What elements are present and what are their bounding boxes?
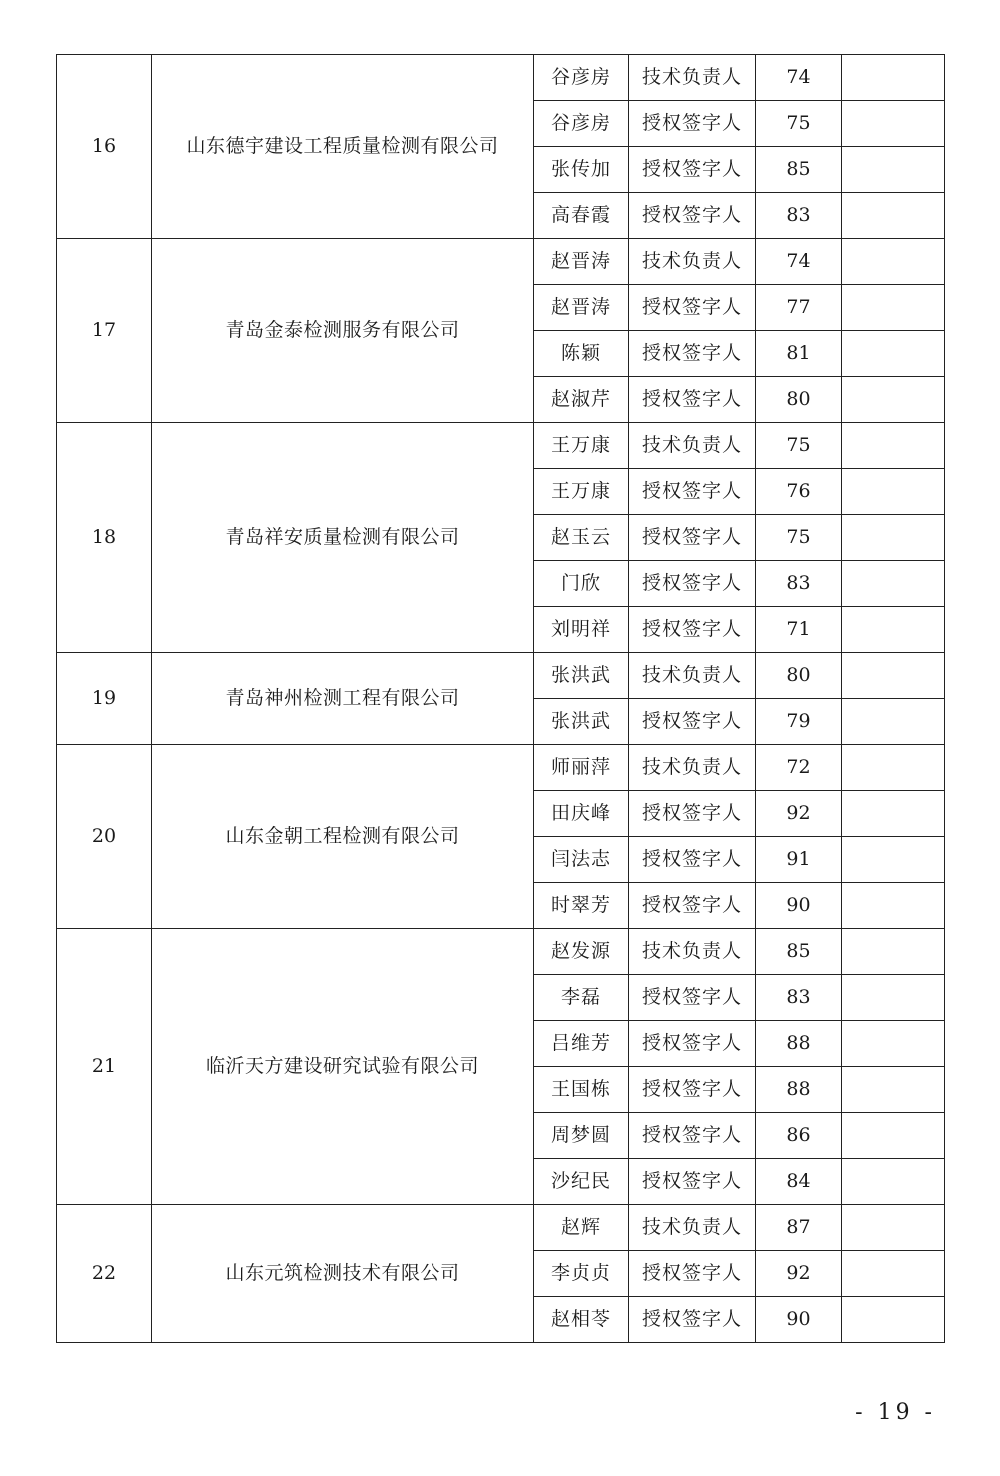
role-cell: 授权签字人 [629, 515, 756, 561]
role-cell: 技术负责人 [629, 745, 756, 791]
score-cell: 79 [756, 699, 842, 745]
note-cell [842, 469, 945, 515]
company-name-cell: 临沂天方建设研究试验有限公司 [152, 929, 534, 1205]
note-cell [842, 193, 945, 239]
note-cell [842, 1113, 945, 1159]
note-cell [842, 1021, 945, 1067]
role-cell: 技术负责人 [629, 239, 756, 285]
person-name-cell: 吕维芳 [534, 1021, 629, 1067]
role-cell: 授权签字人 [629, 561, 756, 607]
person-name-cell: 门欣 [534, 561, 629, 607]
note-cell [842, 147, 945, 193]
person-name-cell: 陈颖 [534, 331, 629, 377]
note-cell [842, 1205, 945, 1251]
sequence-number-cell: 21 [57, 929, 152, 1205]
role-cell: 授权签字人 [629, 469, 756, 515]
role-cell: 技术负责人 [629, 55, 756, 101]
table-row [57, 55, 945, 101]
score-cell: 86 [756, 1113, 842, 1159]
note-cell [842, 331, 945, 377]
score-cell: 83 [756, 561, 842, 607]
note-cell [842, 423, 945, 469]
role-cell: 授权签字人 [629, 1159, 756, 1205]
table-row [57, 929, 945, 975]
person-name-cell: 李磊 [534, 975, 629, 1021]
score-cell: 77 [756, 285, 842, 331]
person-name-cell: 李贞贞 [534, 1251, 629, 1297]
role-cell: 授权签字人 [629, 975, 756, 1021]
sequence-number-cell: 16 [57, 55, 152, 239]
note-cell [842, 561, 945, 607]
role-cell: 授权签字人 [629, 699, 756, 745]
note-cell [842, 975, 945, 1021]
note-cell [842, 101, 945, 147]
page-number: - 19 - [855, 1400, 936, 1425]
person-name-cell: 赵发源 [534, 929, 629, 975]
note-cell [842, 515, 945, 561]
person-name-cell: 沙纪民 [534, 1159, 629, 1205]
role-cell: 授权签字人 [629, 883, 756, 929]
role-cell: 技术负责人 [629, 929, 756, 975]
role-cell: 技术负责人 [629, 423, 756, 469]
role-cell: 授权签字人 [629, 147, 756, 193]
person-name-cell: 张洪武 [534, 653, 629, 699]
role-cell: 授权签字人 [629, 837, 756, 883]
person-name-cell: 刘明祥 [534, 607, 629, 653]
person-name-cell: 高春霞 [534, 193, 629, 239]
person-name-cell: 赵晋涛 [534, 239, 629, 285]
note-cell [842, 239, 945, 285]
role-cell: 授权签字人 [629, 1113, 756, 1159]
score-cell: 88 [756, 1021, 842, 1067]
score-cell: 74 [756, 55, 842, 101]
note-cell [842, 55, 945, 101]
note-cell [842, 377, 945, 423]
note-cell [842, 1297, 945, 1343]
person-name-cell: 周梦圆 [534, 1113, 629, 1159]
table-row [57, 423, 945, 469]
note-cell [842, 607, 945, 653]
note-cell [842, 285, 945, 331]
company-name-cell: 山东元筑检测技术有限公司 [152, 1205, 534, 1343]
table-row [57, 1205, 945, 1251]
note-cell [842, 1067, 945, 1113]
person-name-cell: 张洪武 [534, 699, 629, 745]
role-cell: 授权签字人 [629, 101, 756, 147]
role-cell: 授权签字人 [629, 1297, 756, 1343]
score-cell: 92 [756, 791, 842, 837]
person-name-cell: 王国栋 [534, 1067, 629, 1113]
person-name-cell: 王万康 [534, 469, 629, 515]
person-name-cell: 赵相苓 [534, 1297, 629, 1343]
company-name-cell: 青岛祥安质量检测有限公司 [152, 423, 534, 653]
note-cell [842, 791, 945, 837]
company-name-cell: 青岛神州检测工程有限公司 [152, 653, 534, 745]
score-cell: 85 [756, 147, 842, 193]
person-name-cell: 谷彦房 [534, 101, 629, 147]
table-row [57, 653, 945, 699]
score-cell: 76 [756, 469, 842, 515]
person-name-cell: 时翠芳 [534, 883, 629, 929]
person-name-cell: 王万康 [534, 423, 629, 469]
score-cell: 71 [756, 607, 842, 653]
person-name-cell: 赵玉云 [534, 515, 629, 561]
score-cell: 80 [756, 377, 842, 423]
score-cell: 74 [756, 239, 842, 285]
score-cell: 91 [756, 837, 842, 883]
role-cell: 技术负责人 [629, 653, 756, 699]
note-cell [842, 929, 945, 975]
person-name-cell: 田庆峰 [534, 791, 629, 837]
note-cell [842, 653, 945, 699]
note-cell [842, 837, 945, 883]
score-cell: 72 [756, 745, 842, 791]
score-cell: 81 [756, 331, 842, 377]
role-cell: 授权签字人 [629, 607, 756, 653]
role-cell: 授权签字人 [629, 331, 756, 377]
sequence-number-cell: 22 [57, 1205, 152, 1343]
company-name-cell: 山东金朝工程检测有限公司 [152, 745, 534, 929]
score-cell: 88 [756, 1067, 842, 1113]
person-name-cell: 赵晋涛 [534, 285, 629, 331]
score-cell: 80 [756, 653, 842, 699]
role-cell: 授权签字人 [629, 1021, 756, 1067]
note-cell [842, 883, 945, 929]
role-cell: 授权签字人 [629, 193, 756, 239]
score-cell: 92 [756, 1251, 842, 1297]
note-cell [842, 1159, 945, 1205]
person-name-cell: 谷彦房 [534, 55, 629, 101]
score-cell: 85 [756, 929, 842, 975]
role-cell: 授权签字人 [629, 285, 756, 331]
score-cell: 75 [756, 423, 842, 469]
person-name-cell: 张传加 [534, 147, 629, 193]
score-cell: 87 [756, 1205, 842, 1251]
sequence-number-cell: 18 [57, 423, 152, 653]
person-name-cell: 赵辉 [534, 1205, 629, 1251]
role-cell: 授权签字人 [629, 1251, 756, 1297]
sequence-number-cell: 17 [57, 239, 152, 423]
person-name-cell: 闫法志 [534, 837, 629, 883]
role-cell: 技术负责人 [629, 1205, 756, 1251]
sequence-number-cell: 19 [57, 653, 152, 745]
company-name-cell: 青岛金泰检测服务有限公司 [152, 239, 534, 423]
note-cell [842, 699, 945, 745]
table-row [57, 239, 945, 285]
sequence-number-cell: 20 [57, 745, 152, 929]
table-body [57, 55, 945, 1343]
score-cell: 84 [756, 1159, 842, 1205]
table-row [57, 745, 945, 791]
person-name-cell: 师丽萍 [534, 745, 629, 791]
role-cell: 授权签字人 [629, 791, 756, 837]
role-cell: 授权签字人 [629, 1067, 756, 1113]
score-cell: 75 [756, 515, 842, 561]
role-cell: 授权签字人 [629, 377, 756, 423]
score-cell: 90 [756, 883, 842, 929]
note-cell [842, 745, 945, 791]
company-name-cell: 山东德宇建设工程质量检测有限公司 [152, 55, 534, 239]
score-cell: 90 [756, 1297, 842, 1343]
note-cell [842, 1251, 945, 1297]
score-cell: 75 [756, 101, 842, 147]
person-name-cell: 赵淑芹 [534, 377, 629, 423]
score-cell: 83 [756, 975, 842, 1021]
personnel-score-table [56, 54, 945, 1343]
score-cell: 83 [756, 193, 842, 239]
